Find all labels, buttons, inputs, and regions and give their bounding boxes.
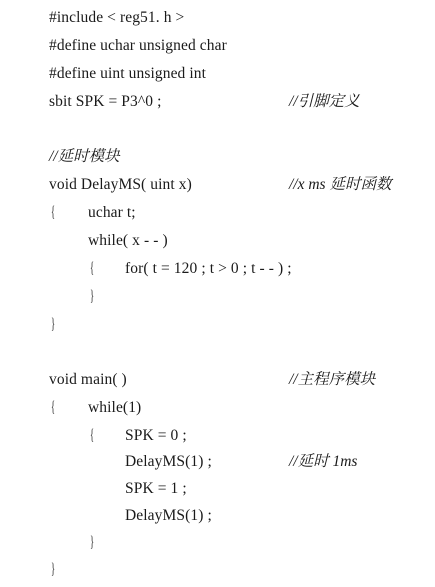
code-line-uchar-t: uchar t; — [88, 204, 136, 221]
code-line-define-uint: #define uint unsigned int — [49, 65, 207, 82]
code-brace-close-while1: } — [90, 534, 95, 551]
code-brace-close-delayms: } — [51, 316, 56, 333]
code-comment-delay-module: //延时模块 — [49, 148, 120, 165]
code-line-for-loop: for( t = 120 ; t > 0 ; t - - ) ; — [125, 260, 292, 277]
code-brace-open-while: { — [90, 260, 95, 277]
code-comment-pin-definition: //引脚定义 — [289, 93, 360, 110]
code-line-include: #include < reg51. h > — [49, 9, 185, 26]
code-brace-open-main: { — [51, 399, 56, 416]
code-comment-delay-function: //x ms 延时函数 — [289, 176, 392, 193]
code-line-delayms-signature: void DelayMS( uint x) — [49, 176, 192, 193]
code-line-main-signature: void main( ) — [49, 371, 127, 388]
code-line-spk-1: SPK = 1 ; — [125, 480, 187, 497]
code-brace-close-main: } — [51, 561, 56, 578]
code-brace-close-while: } — [90, 288, 95, 305]
code-line-spk-0: SPK = 0 ; — [125, 427, 187, 444]
code-brace-open-delayms: { — [51, 204, 56, 221]
code-line-sbit: sbit SPK = P3^0 ; — [49, 93, 162, 110]
code-comment-main-module: //主程序模块 — [289, 371, 376, 388]
code-line-delayms-call-1: DelayMS(1) ; — [125, 453, 212, 470]
code-brace-open-while1: { — [90, 427, 95, 444]
code-comment-delay-1ms: //延时 1ms — [289, 453, 358, 470]
code-line-delayms-call-2: DelayMS(1) ; — [125, 507, 212, 524]
code-line-while-x: while( x - - ) — [88, 232, 168, 249]
code-line-while-1: while(1) — [88, 399, 142, 416]
code-line-define-uchar: #define uchar unsigned char — [49, 37, 227, 54]
